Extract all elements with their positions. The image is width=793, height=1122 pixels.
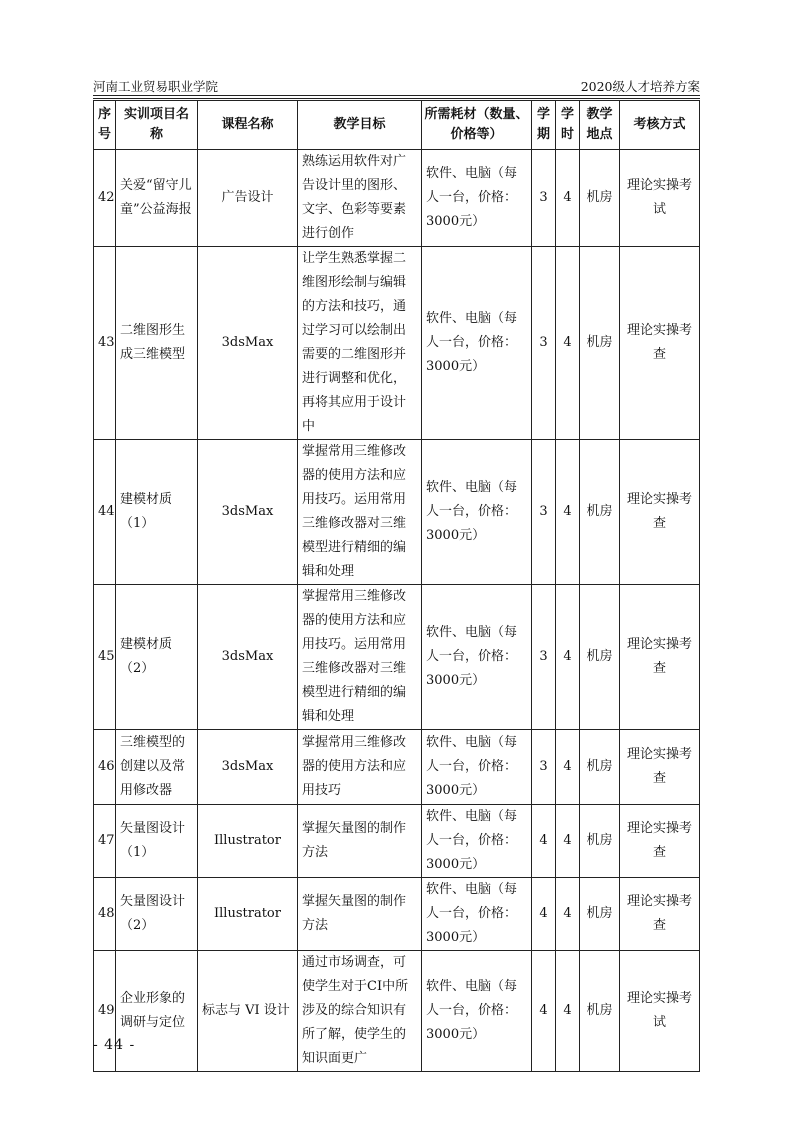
cell-goal: 熟练运用软件对广告设计里的图形、文字、色彩等要素进行创作 bbox=[298, 150, 422, 247]
cell-hours: 4 bbox=[556, 951, 580, 1072]
cell-materials: 软件、电脑（每人一台，价格：3000元） bbox=[422, 440, 532, 585]
cell-project: 企业形象的调研与定位 bbox=[116, 951, 198, 1072]
cell-materials: 软件、电脑（每人一台，价格：3000元） bbox=[422, 247, 532, 440]
cell-semester: 3 bbox=[532, 247, 556, 440]
table-row bbox=[94, 247, 700, 440]
cell-semester: 4 bbox=[532, 878, 556, 951]
cell-assessment: 理论实操考查 bbox=[620, 585, 700, 730]
page-number: - 44 - bbox=[93, 1037, 136, 1053]
cell-project: 二维图形生成三维模型 bbox=[116, 247, 198, 440]
cell-semester: 3 bbox=[532, 730, 556, 805]
cell-project: 建模材质（2） bbox=[116, 585, 198, 730]
cell-hours: 4 bbox=[556, 805, 580, 878]
cell-no: 45 bbox=[94, 585, 116, 730]
cell-materials: 软件、电脑（每人一台，价格：3000元） bbox=[422, 951, 532, 1072]
cell-assessment: 理论实操考查 bbox=[620, 730, 700, 805]
table-row bbox=[94, 805, 700, 878]
cell-assessment: 理论实操考试 bbox=[620, 951, 700, 1072]
cell-semester: 4 bbox=[532, 951, 556, 1072]
cell-course: 3dsMax bbox=[198, 247, 298, 440]
header-doc-title: 2020级人才培养方案 bbox=[580, 79, 700, 94]
cell-materials: 软件、电脑（每人一台，价格：3000元） bbox=[422, 878, 532, 951]
cell-semester: 3 bbox=[532, 440, 556, 585]
col-header-assessment: 考核方式 bbox=[620, 101, 700, 150]
col-header-course: 课程名称 bbox=[198, 101, 298, 150]
col-header-seq: 序号 bbox=[94, 101, 116, 150]
col-header-location: 教学地点 bbox=[580, 101, 620, 150]
cell-project: 关爱“留守儿童”公益海报 bbox=[116, 150, 198, 247]
cell-semester: 4 bbox=[532, 805, 556, 878]
cell-hours: 4 bbox=[556, 247, 580, 440]
table-row bbox=[94, 878, 700, 951]
cell-course: Illustrator bbox=[198, 878, 298, 951]
cell-course: 广告设计 bbox=[198, 150, 298, 247]
cell-project: 矢量图设计（2） bbox=[116, 878, 198, 951]
cell-goal: 掌握常用三维修改器的使用方法和应用技巧。运用常用三维修改器对三维模型进行精细的编辑和处理 bbox=[298, 440, 422, 585]
cell-materials: 软件、电脑（每人一台，价格：3000元） bbox=[422, 805, 532, 878]
cell-materials: 软件、电脑（每人一台，价格：3000元） bbox=[422, 585, 532, 730]
cell-location: 机房 bbox=[580, 247, 620, 440]
cell-assessment: 理论实操考查 bbox=[620, 247, 700, 440]
cell-hours: 4 bbox=[556, 730, 580, 805]
table-header-row bbox=[94, 101, 700, 150]
table-row bbox=[94, 150, 700, 247]
header-rule-thin bbox=[93, 98, 700, 99]
header-rule bbox=[93, 95, 700, 96]
cell-goal: 掌握常用三维修改器的使用方法和应用技巧 bbox=[298, 730, 422, 805]
cell-no: 49 bbox=[94, 951, 116, 1072]
cell-goal: 掌握矢量图的制作方法 bbox=[298, 878, 422, 951]
cell-goal: 通过市场调查，可使学生对于CI中所涉及的综合知识有所了解，使学生的知识面更广 bbox=[298, 951, 422, 1072]
table-row bbox=[94, 440, 700, 585]
cell-location: 机房 bbox=[580, 951, 620, 1072]
cell-assessment: 理论实操考查 bbox=[620, 805, 700, 878]
col-header-semester: 学期 bbox=[532, 101, 556, 150]
cell-hours: 4 bbox=[556, 585, 580, 730]
cell-semester: 3 bbox=[532, 585, 556, 730]
cell-no: 44 bbox=[94, 440, 116, 585]
cell-goal: 掌握矢量图的制作方法 bbox=[298, 805, 422, 878]
table-row bbox=[94, 585, 700, 730]
cell-course: 3dsMax bbox=[198, 440, 298, 585]
cell-project: 建模材质（1） bbox=[116, 440, 198, 585]
cell-hours: 4 bbox=[556, 150, 580, 247]
cell-location: 机房 bbox=[580, 730, 620, 805]
training-table bbox=[93, 100, 700, 1072]
cell-goal: 让学生熟悉掌握二维图形绘制与编辑的方法和技巧，通过学习可以绘制出需要的二维图形并进行调整和优化，再将其应用于设计中 bbox=[298, 247, 422, 440]
cell-project: 三维模型的创建以及常用修改器 bbox=[116, 730, 198, 805]
cell-semester: 3 bbox=[532, 150, 556, 247]
cell-hours: 4 bbox=[556, 440, 580, 585]
col-header-goal: 教学目标 bbox=[298, 101, 422, 150]
cell-location: 机房 bbox=[580, 150, 620, 247]
cell-no: 43 bbox=[94, 247, 116, 440]
cell-no: 47 bbox=[94, 805, 116, 878]
cell-goal: 掌握常用三维修改器的使用方法和应用技巧。运用常用三维修改器对三维模型进行精细的编辑和处理 bbox=[298, 585, 422, 730]
cell-location: 机房 bbox=[580, 805, 620, 878]
col-header-project: 实训项目名称 bbox=[116, 101, 198, 150]
table-row bbox=[94, 951, 700, 1072]
col-header-hours: 学时 bbox=[556, 101, 580, 150]
cell-project: 矢量图设计（1） bbox=[116, 805, 198, 878]
cell-course: 3dsMax bbox=[198, 585, 298, 730]
cell-assessment: 理论实操考查 bbox=[620, 440, 700, 585]
cell-course: 3dsMax bbox=[198, 730, 298, 805]
cell-assessment: 理论实操考试 bbox=[620, 150, 700, 247]
cell-no: 42 bbox=[94, 150, 116, 247]
cell-materials: 软件、电脑（每人一台，价格：3000元） bbox=[422, 730, 532, 805]
cell-location: 机房 bbox=[580, 440, 620, 585]
cell-location: 机房 bbox=[580, 878, 620, 951]
cell-materials: 软件、电脑（每人一台，价格：3000元） bbox=[422, 150, 532, 247]
table-row bbox=[94, 730, 700, 805]
cell-location: 机房 bbox=[580, 585, 620, 730]
header-institution: 河南工业贸易职业学院 bbox=[93, 79, 219, 94]
cell-no: 48 bbox=[94, 878, 116, 951]
cell-hours: 4 bbox=[556, 878, 580, 951]
cell-course: 标志与 VI 设计 bbox=[198, 951, 298, 1072]
cell-course: Illustrator bbox=[198, 805, 298, 878]
col-header-materials: 所需耗材（数量、价格等） bbox=[422, 101, 532, 150]
cell-assessment: 理论实操考查 bbox=[620, 878, 700, 951]
cell-no: 46 bbox=[94, 730, 116, 805]
